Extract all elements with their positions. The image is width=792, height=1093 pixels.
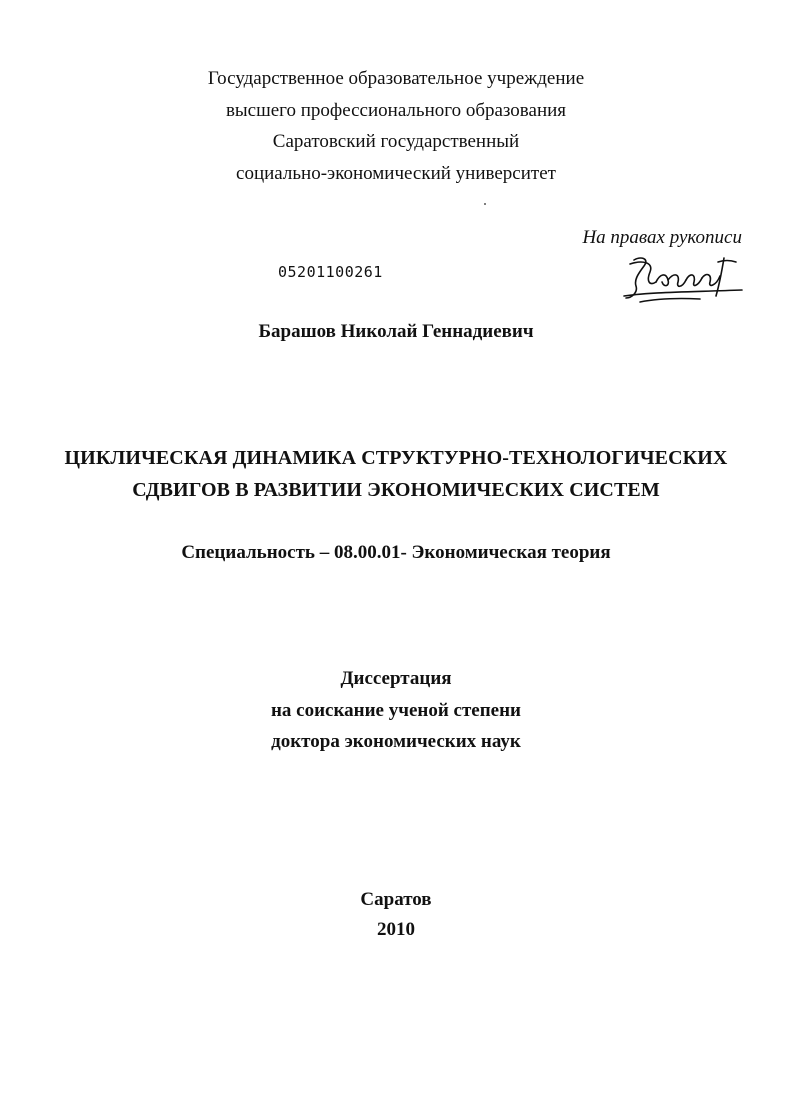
dissertation-label: Диссертация (340, 668, 452, 689)
city: Саратов (360, 889, 432, 910)
author-name: Барашов Николай Геннадиевич (258, 321, 534, 342)
document-number: 05201100261 (278, 263, 383, 281)
institution-line-1: Государственное образовательное учреждение (207, 68, 585, 89)
dissertation-title-line-1: ЦИКЛИЧЕСКАЯ ДИНАМИКА СТРУКТУРНО-ТЕХНОЛОГИЧЕСКИХ (64, 447, 728, 469)
institution-line-2: высшего профессионального образования (225, 100, 567, 121)
dissertation-title-line-2: СДВИГОВ В РАЗВИТИИ ЭКОНОМИЧЕСКИХ СИСТЕМ (132, 479, 660, 501)
scan-speck (484, 203, 486, 205)
handwritten-signature (620, 252, 745, 308)
year: 2010 (377, 919, 415, 940)
specialty: Специальность – 08.00.01- Экономическая теория (181, 542, 611, 563)
institution-line-3: Саратовский государственный (272, 131, 520, 152)
manuscript-note: На правах рукописи (582, 227, 742, 248)
institution-line-4: социально-экономический университет (236, 163, 556, 184)
degree-line-2: доктора экономических наук (271, 731, 521, 752)
degree-line-1: на соискание ученой степени (270, 700, 521, 721)
